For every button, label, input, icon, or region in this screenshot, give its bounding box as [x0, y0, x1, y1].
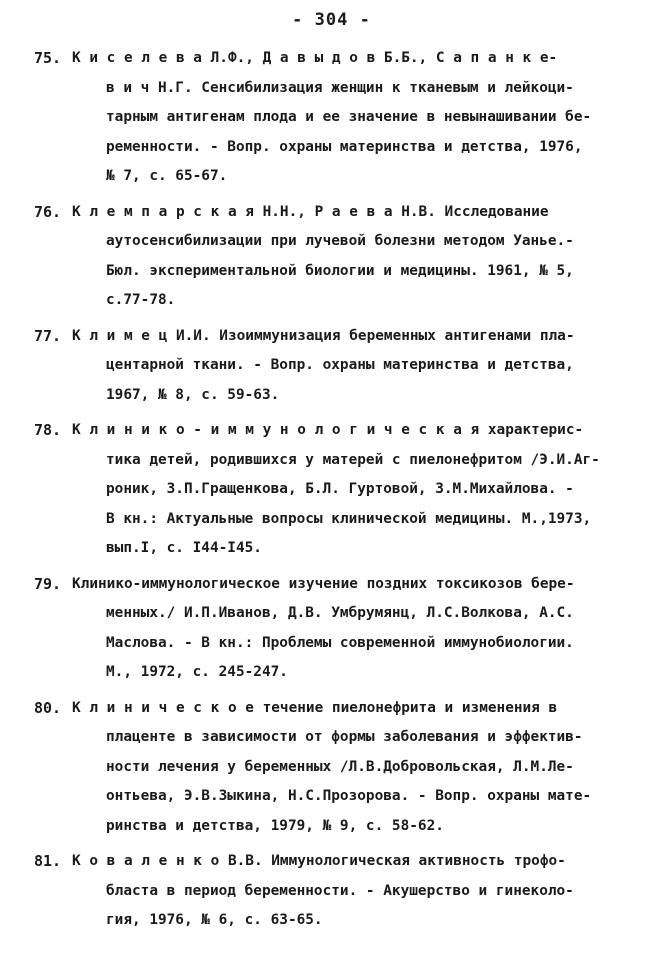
- bibliography-list: [34, 44, 634, 942]
- entry-line: В кн.: Актуальные вопросы клинической медицины. М.,1973,: [106, 510, 592, 527]
- entry-number: 79.: [34, 574, 62, 593]
- entry-line: К о в а л е н к о В.В. Иммунологическая активность трофо-: [72, 853, 566, 869]
- page-number: - 304 -: [292, 10, 371, 30]
- entry-line: онтьева, Э.В.Зыкина, Н.С.Прозорова. - Вопр. охраны мате-: [106, 788, 592, 804]
- entry-number: 80.: [34, 698, 62, 717]
- bibliography-entry: [34, 847, 634, 936]
- entry-number: 81.: [34, 852, 62, 870]
- entry-line: тарным антигенам плода и ее значение в невынашивании бе-: [106, 109, 592, 125]
- entry-number: 76.: [34, 202, 62, 221]
- entry-line: К л е м п а р с к а я Н.Н., Р а е в а Н.В. Исследование: [72, 203, 549, 220]
- entry-line: центарной ткани. - Вопр. охраны материнства и детства,: [106, 357, 574, 373]
- entry-line: гия, 1976, № 6, с. 63-65.: [106, 912, 323, 928]
- entry-line: с.77-78.: [106, 292, 176, 308]
- entry-line: № 7, с. 65-67.: [106, 168, 228, 184]
- bibliography-entry: [34, 198, 634, 316]
- entry-line: М., 1972, с. 245-247.: [106, 664, 288, 680]
- entry-line: Маслова. - В кн.: Проблемы современной иммунобиологии.: [106, 634, 574, 651]
- entry-line: вып.I, с. I44-I45.: [106, 540, 262, 556]
- entry-line: 1967, № 8, с. 59-63.: [106, 386, 280, 403]
- bibliography-entry: [34, 44, 634, 192]
- entry-line: бласта в период беременности. - Акушерство и гинеколо-: [106, 882, 574, 899]
- entry-line: менных./ И.П.Иванов, Д.В. Умбрумянц, Л.С.Волкова, А.С.: [106, 605, 574, 621]
- entry-line: роник, З.П.Гращенкова, Б.Л. Гуртовой, З.М.Михайлова. -: [106, 481, 574, 497]
- entry-number: 78.: [34, 421, 62, 439]
- entry-line: К и с е л е в а Л.Ф., Д а в ы д о в Б.Б., С а п а н к е-: [72, 50, 558, 66]
- entry-line: аутосенсибилизации при лучевой болезни методом Уанье.-: [106, 233, 574, 249]
- bibliography-entry: [34, 694, 634, 842]
- bibliography-entry: [34, 570, 634, 688]
- bibliography-entry: [34, 416, 634, 564]
- entry-line: плаценте в зависимости от формы заболевания и эффектив-: [106, 729, 583, 745]
- entry-number: 77.: [34, 326, 62, 345]
- entry-line: К л и м е ц И.И. Изоиммунизация беременных антигенами пла-: [72, 327, 575, 344]
- entry-line: К л и н и ч е с к о е течение пиелонефрита и изменения в: [72, 699, 558, 716]
- entry-number: 75.: [34, 49, 62, 67]
- entry-line: в и ч Н.Г. Сенсибилизация женщин к тканевым и лейкоци-: [106, 79, 574, 96]
- entry-line: ринства и детства, 1979, № 9, с. 58-62.: [106, 817, 444, 834]
- entry-line: Бюл. экспериментальной биологии и медицины. 1961, № 5,: [106, 262, 574, 279]
- entry-line: Клинико-иммунологическое изучение поздних токсикозов бере-: [72, 575, 575, 592]
- entry-line: ременности. - Вопр. охраны материнства и детства, 1976,: [106, 138, 583, 155]
- entry-line: тика детей, родившихся у матерей с пиелонефритом /Э.И.Аг-: [106, 451, 600, 468]
- bibliography-entry: [34, 322, 634, 411]
- entry-line: ности лечения у беременных /Л.В.Добровольская, Л.М.Ле-: [106, 758, 574, 775]
- entry-line: К л и н и к о - и м м у н о л о г и ч е с к а я характерис-: [72, 422, 584, 438]
